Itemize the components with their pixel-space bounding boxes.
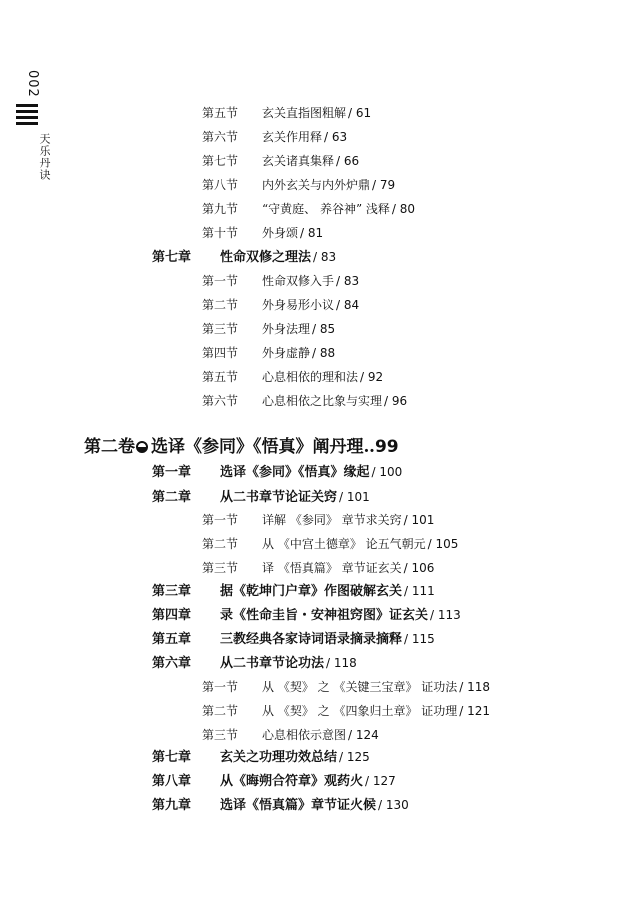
- toc-entry-page: / 100: [371, 465, 403, 479]
- toc-section-entry: [202, 320, 335, 338]
- toc-section-entry: [202, 128, 347, 146]
- toc-section-entry: [202, 296, 359, 314]
- toc-section-entry: [202, 511, 434, 529]
- toc-entry-title: 从《晦朔合符章》观药火: [220, 774, 364, 789]
- toc-chapter-entry: [152, 654, 357, 673]
- toc-section-entry: [202, 176, 395, 194]
- toc-entry-page: / 85: [312, 322, 336, 336]
- toc-chapter-entry: [152, 248, 336, 267]
- toc-entry-title: 从二书章节论证关窍: [220, 490, 338, 505]
- toc-section-entry: [202, 368, 383, 386]
- toc-entry-page: / 92: [360, 370, 384, 384]
- toc-chapter-entry: [152, 488, 370, 507]
- toc-section-entry: [202, 392, 407, 410]
- toc-entry-page: / 127: [365, 774, 396, 788]
- toc-volume-entry: [84, 435, 399, 459]
- toc-entry-label: 第二章: [152, 490, 192, 505]
- toc-entry-label: 第一节: [202, 274, 239, 288]
- toc-entry-page: / 115: [404, 632, 435, 646]
- toc-chapter-entry: [152, 796, 409, 815]
- toc-entry-label: 第四章: [152, 608, 192, 623]
- toc-entry-title: 玄关诸真集释: [262, 154, 335, 168]
- toc-entry-label: 第七章: [152, 250, 192, 265]
- toc-entry-title: 据《乾坤门户章》作图破解玄关: [220, 584, 403, 599]
- toc-entry-page: / 124: [348, 728, 379, 742]
- toc-entry-title: 从二书章节论功法: [220, 656, 325, 671]
- toc-section-entry: [202, 224, 323, 242]
- toc-entry-page: / 83: [336, 274, 360, 288]
- toc-entry-label: 第三节: [202, 322, 239, 336]
- toc-entry-page: / 101: [339, 490, 370, 504]
- toc-entry-page: / 81: [300, 226, 324, 240]
- toc-entry-label: 第四节: [202, 346, 239, 360]
- toc-entry-title: 外身颂: [262, 226, 299, 240]
- toc-entry-page: / 113: [430, 608, 461, 622]
- toc-entry-page: / 79: [372, 178, 396, 192]
- toc-entry-title: 选译《参同》《悟真》阐丹理‥: [151, 437, 375, 457]
- toc-entry-page: / 105: [427, 537, 459, 551]
- toc-entry-label: 第二卷: [84, 437, 135, 457]
- toc-section-entry: [202, 559, 434, 577]
- toc-chapter-entry: [152, 772, 396, 791]
- toc-entry-label: 第一节: [202, 513, 239, 527]
- toc-entry-label: 第九章: [152, 798, 192, 813]
- toc-entry-title: 内外玄关与内外炉鼎: [262, 178, 371, 192]
- toc-entry-title: 外身法理: [262, 322, 311, 336]
- toc-section-entry: [202, 200, 415, 218]
- running-book-title: 天乐丹诀: [38, 133, 51, 181]
- toc-entry-page: / 96: [384, 394, 408, 408]
- toc-entry-page: / 101: [403, 513, 435, 527]
- toc-entry-page: / 88: [312, 346, 336, 360]
- toc-entry-label: 第三节: [202, 728, 239, 742]
- toc-chapter-entry: [152, 463, 402, 482]
- toc-entry-page: / 61: [348, 106, 372, 120]
- toc-chapter-entry: [152, 582, 435, 601]
- toc-entry-title: 心息相依示意图: [262, 728, 347, 742]
- page-number: 002: [25, 70, 40, 98]
- toc-entry-label: 第一节: [202, 680, 239, 694]
- toc-entry-title: 选译《参同》《悟真》缘起: [220, 465, 370, 480]
- toc-section-entry: [202, 726, 379, 744]
- toc-entry-title: 选译《悟真篇》章节证火候: [220, 798, 377, 813]
- toc-entry-page: / 118: [326, 656, 357, 670]
- toc-entry-label: 第二节: [202, 537, 239, 551]
- toc-entry-title: 性命双修入手: [262, 274, 335, 288]
- toc-chapter-entry: [152, 606, 461, 625]
- toc-entry-title: 玄关直指图粗解: [262, 106, 347, 120]
- toc-entry-title: 外身虚静: [262, 346, 311, 360]
- toc-entry-page: / 84: [336, 298, 360, 312]
- toc-section-entry: [202, 702, 490, 720]
- toc-entry-title: 性命双修之理法: [220, 250, 312, 265]
- half-circle-bullet-icon: [136, 441, 148, 453]
- toc-entry-title: 录《性命圭旨・安神祖窍图》证玄关: [220, 608, 429, 623]
- toc-entry-label: 第六节: [202, 130, 239, 144]
- toc-entry-label: 第八章: [152, 774, 192, 789]
- toc-section-entry: [202, 152, 359, 170]
- toc-entry-title: 从 《中宫土德章》 论五气朝元: [262, 537, 426, 551]
- toc-section-entry: [202, 272, 359, 290]
- toc-entry-title: 从 《契》 之 《四象归土章》 证功理: [262, 704, 458, 718]
- toc-section-entry: [202, 678, 490, 696]
- toc-entry-page: / 121: [459, 704, 491, 718]
- toc-entry-title: 译 《悟真篇》 章节证玄关: [262, 561, 402, 575]
- toc-entry-label: 第三章: [152, 584, 192, 599]
- toc-entry-page: / 106: [403, 561, 435, 575]
- toc-entry-label: 第一章: [152, 465, 192, 480]
- toc-section-entry: [202, 104, 371, 122]
- toc-entry-title: 玄关之功理功效总结: [220, 750, 338, 765]
- toc-entry-label: 第五节: [202, 370, 239, 384]
- toc-entry-page: / 118: [459, 680, 491, 694]
- toc-entry-page: / 83: [313, 250, 337, 264]
- toc-entry-title: 三教经典各家诗词语录摘录摘释: [220, 632, 403, 647]
- toc-entry-title: 从 《契》 之 《关键三宝章》 证功法: [262, 680, 458, 694]
- toc-entry-page: / 111: [404, 584, 435, 598]
- toc-entry-title: 详解 《参同》 章节求关窍: [262, 513, 402, 527]
- toc-section-entry: [202, 344, 335, 362]
- toc-entry-label: 第二节: [202, 298, 239, 312]
- toc-entry-page: / 130: [378, 798, 409, 812]
- toc-entry-title: 心息相依的理和法: [262, 370, 359, 384]
- toc-entry-label: 第六章: [152, 656, 192, 671]
- toc-entry-page: 99: [374, 437, 399, 457]
- toc-entry-title: 外身易形小议: [262, 298, 335, 312]
- toc-entry-label: 第三节: [202, 561, 239, 575]
- toc-entry-label: 第五章: [152, 632, 192, 647]
- toc-entry-title: “守黄庭、 养谷神” 浅释: [262, 202, 390, 216]
- toc-entry-label: 第五节: [202, 106, 239, 120]
- toc-entry-label: 第十节: [202, 226, 239, 240]
- toc-section-entry: [202, 535, 458, 553]
- toc-entry-label: 第七章: [152, 750, 192, 765]
- toc-entry-page: / 125: [339, 750, 370, 764]
- toc-chapter-entry: [152, 630, 435, 649]
- toc-entry-label: 第二节: [202, 704, 239, 718]
- toc-entry-page: / 63: [324, 130, 348, 144]
- toc-entry-label: 第六节: [202, 394, 239, 408]
- toc-entry-label: 第七节: [202, 154, 239, 168]
- toc-entry-page: / 66: [336, 154, 360, 168]
- toc-entry-title: 心息相依之比象与实理: [262, 394, 383, 408]
- toc-entry-label: 第九节: [202, 202, 239, 216]
- toc-entry-page: / 80: [391, 202, 416, 216]
- toc-entry-title: 玄关作用释: [262, 130, 323, 144]
- toc-chapter-entry: [152, 748, 370, 767]
- toc-entry-label: 第八节: [202, 178, 239, 192]
